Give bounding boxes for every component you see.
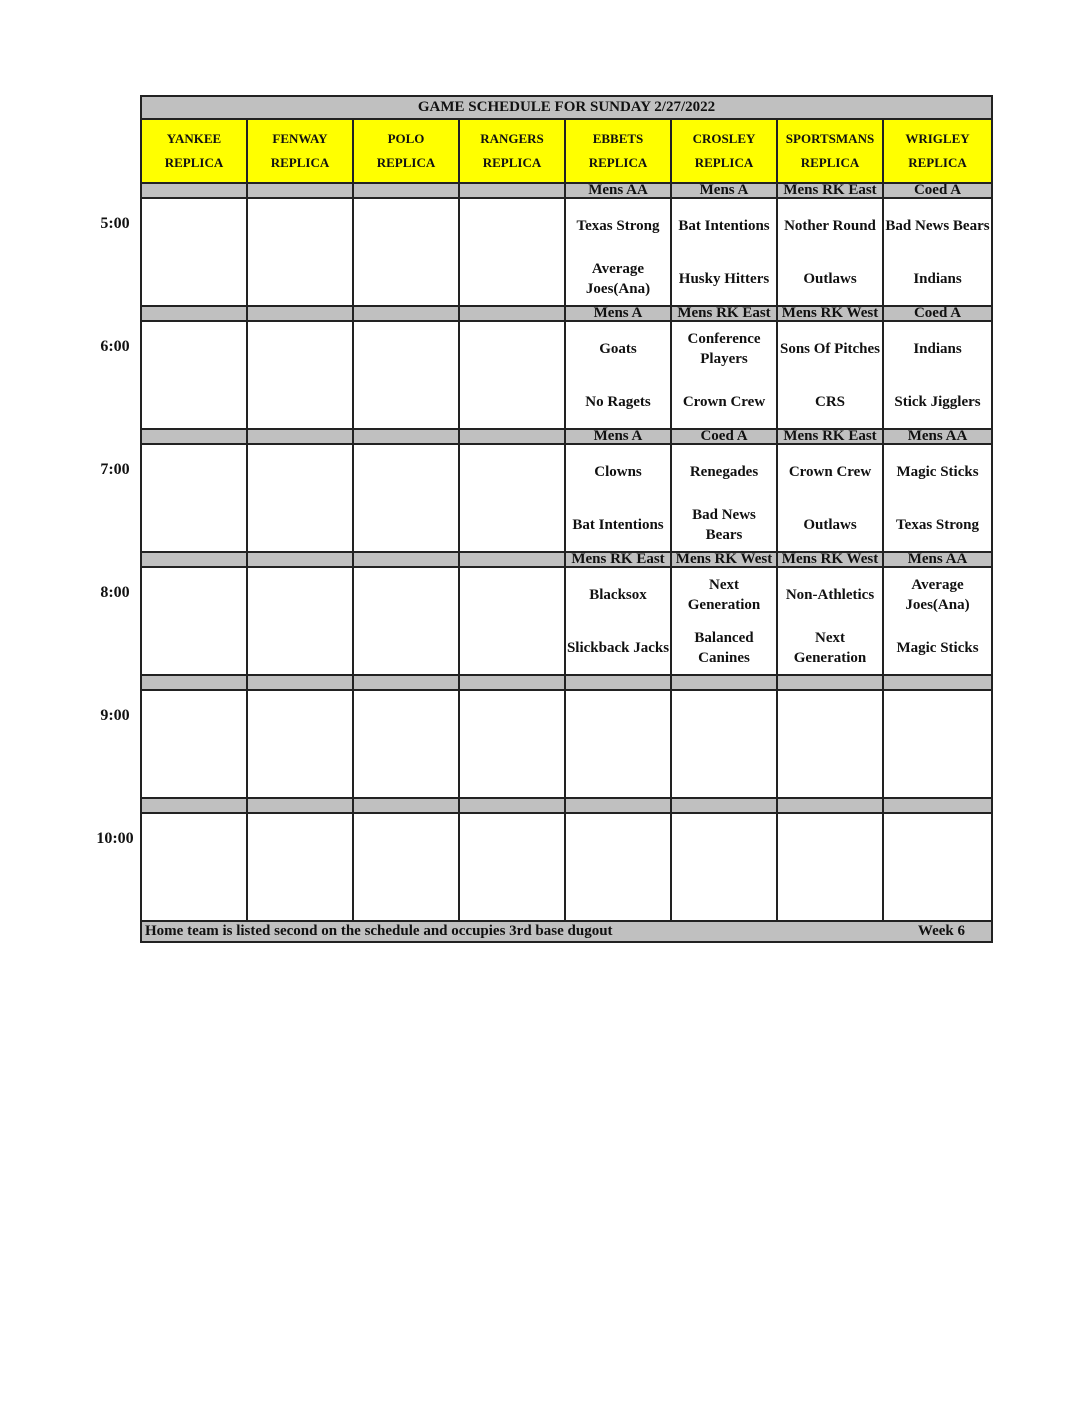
away-team: Average Joes(Ana) — [905, 576, 970, 613]
away-team: Indians — [913, 340, 962, 357]
home-team — [460, 252, 564, 305]
home-team — [354, 744, 458, 797]
game-cell — [353, 444, 459, 552]
home-team: Bat Intentions — [572, 516, 664, 533]
away-team — [142, 691, 246, 744]
game-cell — [671, 690, 777, 798]
field-header-0 — [141, 119, 247, 183]
home-team — [248, 621, 352, 674]
away-team: Texas Strong — [576, 217, 660, 234]
division-label — [141, 306, 247, 321]
division-label: Coed A — [883, 183, 992, 198]
game-cell — [777, 198, 883, 306]
game-cell — [141, 813, 247, 921]
division-label: Mens A — [565, 429, 671, 444]
division-row — [141, 306, 992, 321]
game-cell — [247, 198, 353, 306]
division-label — [777, 675, 883, 690]
home-team — [142, 621, 246, 674]
game-cell — [353, 690, 459, 798]
away-team — [460, 691, 564, 744]
field-subtitle: REPLICA — [694, 155, 754, 170]
away-team — [566, 691, 670, 744]
game-cell — [777, 444, 883, 552]
division-label — [247, 429, 353, 444]
division-label — [247, 675, 353, 690]
field-subtitle: REPLICA — [908, 155, 967, 170]
field-header-3 — [459, 119, 565, 183]
field-subtitle: REPLICA — [164, 155, 224, 170]
division-label — [353, 552, 459, 567]
field-subtitle: REPLICA — [800, 155, 860, 170]
division-label — [459, 306, 565, 321]
away-team — [354, 568, 458, 621]
division-label: Mens RK West — [777, 552, 883, 567]
game-cell — [141, 321, 247, 429]
game-cell — [459, 198, 565, 306]
game-cell — [671, 813, 777, 921]
time-label: 6:00 — [100, 338, 130, 355]
division-label — [247, 183, 353, 198]
field-name: POLO — [387, 131, 425, 146]
game-cell — [883, 321, 992, 429]
game-cell — [247, 321, 353, 429]
game-cell — [353, 813, 459, 921]
away-team — [142, 199, 246, 252]
home-team — [354, 498, 458, 551]
division-label: Mens AA — [883, 429, 992, 444]
field-name: CROSLEY — [692, 131, 756, 146]
home-team: Outlaws — [803, 516, 857, 533]
field-name: YANKEE — [166, 131, 222, 146]
away-team: Bad News Bears — [885, 217, 990, 234]
title-row — [141, 96, 992, 119]
division-label — [565, 675, 671, 690]
division-label — [671, 798, 777, 813]
game-row — [141, 321, 992, 429]
schedule-body — [141, 96, 992, 921]
time-label: 9:00 — [100, 707, 130, 724]
home-team — [460, 744, 564, 797]
division-label — [353, 798, 459, 813]
game-cell — [353, 198, 459, 306]
division-label — [459, 552, 565, 567]
home-team: Indians — [913, 270, 962, 287]
home-team: Bad News Bears — [692, 506, 756, 543]
home-team: Next Generation — [793, 629, 867, 666]
division-label — [353, 306, 459, 321]
away-team — [884, 691, 991, 744]
division-label — [353, 183, 459, 198]
home-team — [460, 867, 564, 920]
time-label: 8:00 — [100, 584, 130, 601]
home-team: Magic Sticks — [896, 639, 979, 656]
field-header-6 — [777, 119, 883, 183]
division-label: Coed A — [671, 429, 777, 444]
division-label: Mens A — [565, 306, 671, 321]
home-team — [142, 867, 246, 920]
division-row — [141, 552, 992, 567]
game-cell — [883, 444, 992, 552]
field-name: RANGERS — [480, 131, 544, 146]
division-label — [883, 798, 992, 813]
home-team — [884, 744, 991, 797]
game-cell — [565, 813, 671, 921]
division-label — [459, 429, 565, 444]
home-team — [354, 621, 458, 674]
away-team: Nother Round — [784, 217, 876, 234]
away-team — [248, 691, 352, 744]
division-row — [141, 798, 992, 813]
division-label — [565, 798, 671, 813]
away-team — [354, 814, 458, 867]
field-header-5 — [671, 119, 777, 183]
game-cell — [459, 690, 565, 798]
game-cell — [671, 321, 777, 429]
game-cell — [565, 444, 671, 552]
game-cell — [777, 321, 883, 429]
away-team — [672, 814, 776, 867]
away-team — [354, 691, 458, 744]
away-team: Blacksox — [589, 586, 647, 603]
division-label: Mens AA — [565, 183, 671, 198]
game-cell — [671, 198, 777, 306]
game-cell — [883, 198, 992, 306]
away-team — [142, 568, 246, 621]
home-team: CRS — [814, 393, 845, 410]
home-team — [248, 867, 352, 920]
away-team: Clowns — [594, 463, 642, 480]
home-team — [354, 375, 458, 428]
home-team — [248, 498, 352, 551]
away-team — [460, 322, 564, 375]
game-cell — [353, 321, 459, 429]
field-name: WRIGLEY — [905, 131, 970, 146]
away-team: Magic Sticks — [896, 463, 979, 480]
away-team: Conference Players — [687, 330, 761, 367]
away-team — [248, 199, 352, 252]
away-team: Bat Intentions — [678, 217, 770, 234]
away-team — [354, 199, 458, 252]
game-cell — [459, 321, 565, 429]
home-team — [672, 867, 776, 920]
game-row — [141, 198, 992, 306]
division-label — [671, 675, 777, 690]
away-team: Non-Athletics — [785, 586, 875, 603]
game-cell — [247, 444, 353, 552]
home-team — [778, 867, 882, 920]
field-name: SPORTSMANS — [785, 131, 875, 146]
game-cell — [141, 690, 247, 798]
division-label: Mens RK East — [777, 183, 883, 198]
away-team — [884, 814, 991, 867]
game-cell — [141, 444, 247, 552]
away-team — [778, 814, 882, 867]
away-team — [460, 814, 564, 867]
away-team — [354, 322, 458, 375]
home-team-note: Home team is listed second on the schedule and occupies 3rd base dugout — [145, 923, 613, 939]
game-row — [141, 444, 992, 552]
home-team: No Ragets — [585, 393, 651, 410]
field-subtitle: REPLICA — [270, 155, 330, 170]
home-team — [778, 744, 882, 797]
game-cell — [671, 567, 777, 675]
away-team — [142, 445, 246, 498]
home-team: Outlaws — [803, 270, 857, 287]
away-team: Goats — [599, 340, 637, 357]
away-team — [142, 322, 246, 375]
week-label: Week 6 — [917, 923, 966, 939]
away-team — [460, 568, 564, 621]
home-team — [142, 744, 246, 797]
game-cell — [883, 567, 992, 675]
game-cell — [247, 567, 353, 675]
field-header-row — [141, 119, 992, 183]
away-team — [778, 691, 882, 744]
game-cell — [141, 567, 247, 675]
division-label — [247, 552, 353, 567]
division-label — [459, 798, 565, 813]
footer-cell — [141, 921, 992, 942]
field-header-7 — [883, 119, 992, 183]
division-label: Mens RK East — [565, 552, 671, 567]
home-team — [248, 744, 352, 797]
home-team — [142, 498, 246, 551]
field-header-4 — [565, 119, 671, 183]
away-team — [354, 445, 458, 498]
division-label — [141, 183, 247, 198]
game-cell — [777, 690, 883, 798]
division-label: Mens RK West — [671, 552, 777, 567]
game-cell — [883, 813, 992, 921]
footer-row — [141, 921, 992, 942]
home-team: Crown Crew — [682, 393, 766, 410]
time-label: 5:00 — [100, 215, 130, 232]
division-label — [141, 429, 247, 444]
home-team — [884, 867, 991, 920]
away-team: Next Generation — [687, 576, 761, 613]
game-cell — [459, 813, 565, 921]
home-team — [460, 621, 564, 674]
time-label: 7:00 — [100, 461, 130, 478]
division-label — [247, 798, 353, 813]
home-team: Slickback Jacks — [566, 639, 670, 656]
game-cell — [141, 198, 247, 306]
field-subtitle: REPLICA — [588, 155, 648, 170]
away-team — [248, 445, 352, 498]
division-label: Coed A — [883, 306, 992, 321]
schedule-table — [140, 95, 993, 943]
away-team — [248, 814, 352, 867]
away-team: Renegades — [689, 463, 759, 480]
away-team: Sons Of Pitches — [779, 340, 880, 357]
away-team — [460, 199, 564, 252]
home-team — [142, 252, 246, 305]
division-row — [141, 675, 992, 690]
game-cell — [565, 567, 671, 675]
division-label: Mens AA — [883, 552, 992, 567]
game-cell — [247, 690, 353, 798]
home-team — [460, 498, 564, 551]
division-label — [459, 675, 565, 690]
home-team — [354, 867, 458, 920]
division-row — [141, 429, 992, 444]
game-cell — [459, 444, 565, 552]
time-label: 10:00 — [96, 830, 134, 847]
division-label — [141, 675, 247, 690]
home-team — [672, 744, 776, 797]
home-team — [248, 375, 352, 428]
away-team — [248, 322, 352, 375]
home-team — [566, 867, 670, 920]
game-row — [141, 567, 992, 675]
game-cell — [671, 444, 777, 552]
home-team: Husky Hitters — [678, 270, 770, 287]
division-label: Mens RK East — [671, 306, 777, 321]
game-cell — [353, 567, 459, 675]
division-label — [141, 552, 247, 567]
division-label — [353, 675, 459, 690]
game-cell — [565, 198, 671, 306]
game-cell — [777, 813, 883, 921]
division-label — [141, 798, 247, 813]
home-team: Average Joes(Ana) — [585, 260, 651, 297]
division-label — [353, 429, 459, 444]
division-label: Mens A — [671, 183, 777, 198]
home-team — [460, 375, 564, 428]
division-label: Mens RK West — [777, 306, 883, 321]
home-team — [566, 744, 670, 797]
home-team — [248, 252, 352, 305]
game-cell — [459, 567, 565, 675]
game-row — [141, 813, 992, 921]
division-label — [459, 183, 565, 198]
game-cell — [565, 690, 671, 798]
home-team — [142, 375, 246, 428]
division-label — [247, 306, 353, 321]
schedule-title: GAME SCHEDULE FOR SUNDAY 2/27/2022 — [141, 96, 992, 119]
away-team — [460, 445, 564, 498]
field-header-2 — [353, 119, 459, 183]
home-team: Texas Strong — [896, 516, 979, 533]
away-team — [672, 691, 776, 744]
game-cell — [883, 690, 992, 798]
game-cell — [777, 567, 883, 675]
home-team — [354, 252, 458, 305]
away-team — [248, 568, 352, 621]
game-row — [141, 690, 992, 798]
field-name: EBBETS — [592, 131, 644, 146]
division-row — [141, 183, 992, 198]
field-name: FENWAY — [272, 131, 328, 146]
away-team — [566, 814, 670, 867]
away-team: Crown Crew — [788, 463, 872, 480]
field-header-1 — [247, 119, 353, 183]
field-subtitle: REPLICA — [376, 155, 436, 170]
away-team — [142, 814, 246, 867]
division-label — [777, 798, 883, 813]
home-team: Stick Jigglers — [894, 393, 981, 410]
division-label: Mens RK East — [777, 429, 883, 444]
game-cell — [247, 813, 353, 921]
home-team: Balanced Canines — [694, 629, 754, 666]
field-subtitle: REPLICA — [482, 155, 542, 170]
game-cell — [565, 321, 671, 429]
division-label — [883, 675, 992, 690]
